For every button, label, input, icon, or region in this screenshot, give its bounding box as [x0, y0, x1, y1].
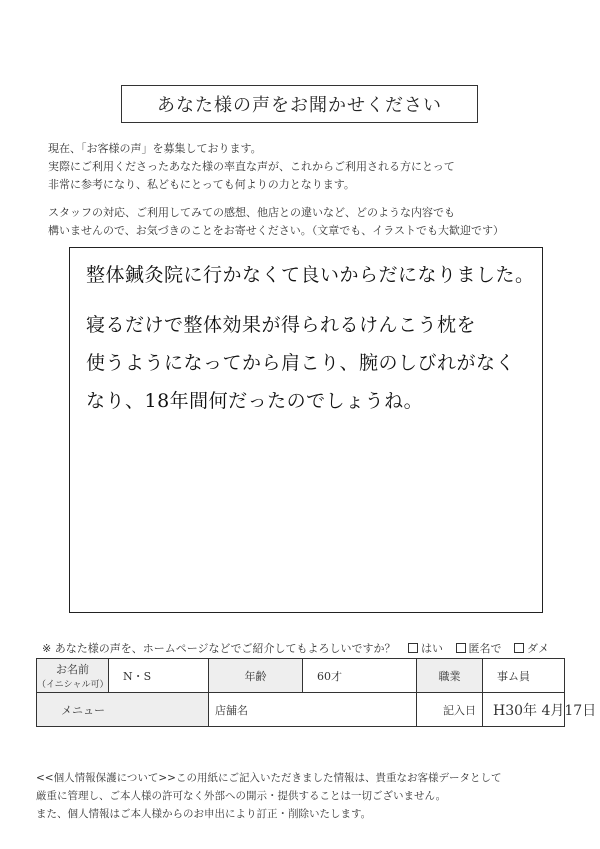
handwritten-line: なり、18年間何だったのでしょうね。 — [86, 390, 424, 412]
age-label: 年齢 — [209, 659, 303, 693]
table-row — [37, 693, 565, 727]
privacy-line: <<個人情報保護について>>この用紙にご記入いただきました情報は、貴重なお客様データとして — [36, 772, 502, 784]
option-yes-label: はい — [421, 642, 443, 655]
intro-line: 現在、「お客様の声」を募集しております。 — [48, 142, 262, 155]
table-row — [37, 659, 565, 693]
checkbox-no[interactable] — [514, 643, 524, 653]
privacy-line: また、個人情報はご本人様からのお申出により訂正・削除いたします。 — [36, 808, 372, 820]
date-label: 記入日 — [417, 693, 483, 727]
job-value[interactable]: 事ム員 — [483, 659, 565, 693]
name-value[interactable]: N・S — [109, 659, 209, 693]
intro-line: 構いませんので、お気づきのことをお寄せください。（文章でも、イラストでも大歓迎です） — [48, 224, 504, 237]
menu-label: メニュー — [37, 693, 209, 727]
consent-question-text: ※ あなた様の声を、ホームページなどでご紹介してもよろしいですか？ — [42, 642, 396, 655]
handwritten-line: 寝るだけで整体効果が得られるけんこう枕を — [86, 314, 477, 336]
checkbox-initials[interactable] — [456, 643, 466, 653]
consent-question — [42, 640, 582, 656]
page-title — [121, 85, 478, 123]
checkbox-yes[interactable] — [408, 643, 418, 653]
name-sub-label: （イニシャル可） — [37, 680, 109, 690]
intro-text — [48, 140, 568, 240]
handwritten-line: 整体鍼灸院に行かなくて良いからだになりました。 — [86, 264, 535, 286]
intro-line: スタッフの対応、ご利用してみての感想、他店との違いなど、どのような内容でも — [48, 206, 455, 219]
name-label: お名前 （イニシャル可） — [37, 659, 109, 693]
intro-line: 非常に参考になり、私どもにとっても何よりの力となります。 — [48, 178, 355, 191]
option-initials-label: 匿名で — [468, 642, 502, 655]
store-label: 店舗名 — [209, 693, 417, 727]
intro-line: 実際にご利用くださったあなた様の率直な声が、これからご利用される方にとって — [48, 160, 455, 173]
page-title-text: あなた様の声をお聞かせください — [157, 95, 442, 116]
privacy-notice — [36, 769, 576, 823]
handwritten-line: 使うようになってから肩こり、腕のしびれがなく — [86, 352, 516, 374]
customer-voice-box — [69, 247, 543, 613]
customer-info-table — [36, 658, 597, 727]
age-value[interactable]: 60才 — [303, 659, 417, 693]
option-no-label: ダメ — [527, 642, 549, 655]
date-value[interactable]: H30年 4月17日 — [483, 693, 565, 727]
privacy-line: 厳重に管理し、ご本人様の許可なく外部への開示・提供することは一切ございません。 — [36, 790, 447, 802]
job-label: 職業 — [417, 659, 483, 693]
